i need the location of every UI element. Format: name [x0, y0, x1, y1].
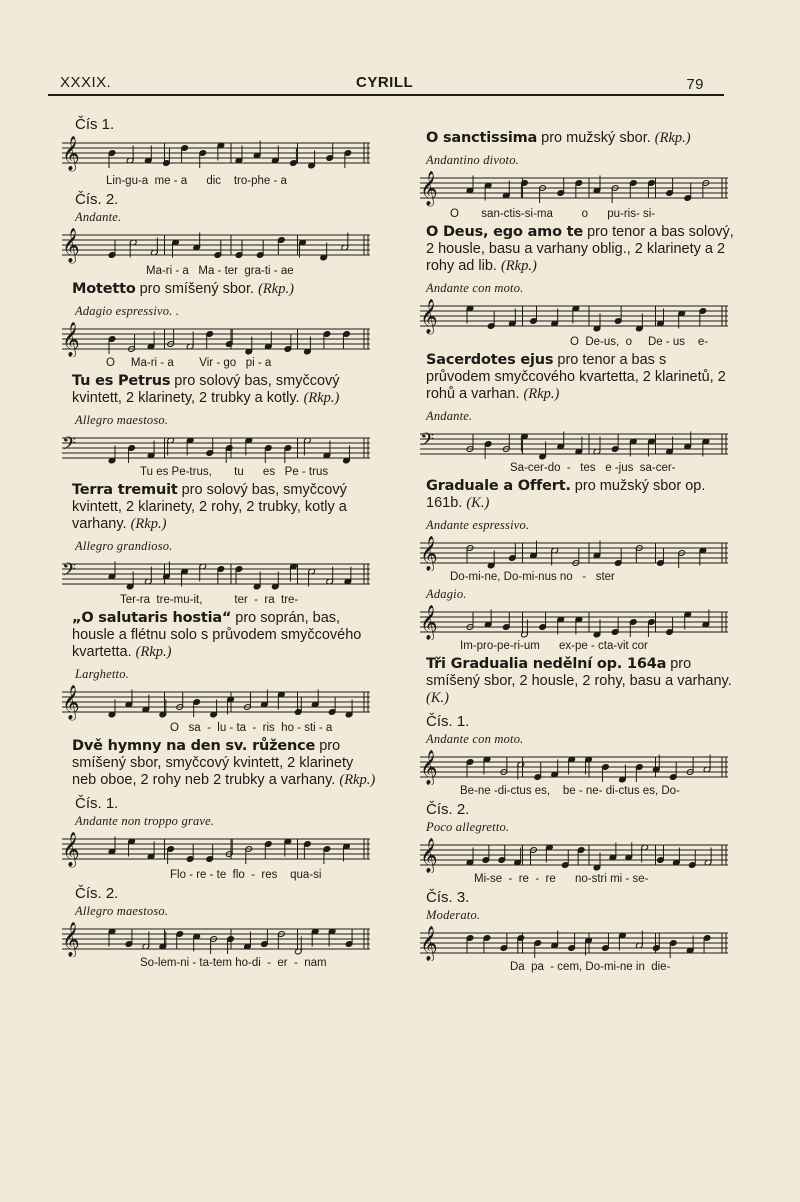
- staff-svg: [416, 298, 732, 336]
- example-number: Čís. 2.: [426, 801, 470, 818]
- work-title: Terra tremuit: [72, 482, 178, 498]
- lyrics: Da pa - cem, Do-mi-ne in die-: [510, 961, 671, 973]
- tempo-marking: Andante.: [426, 409, 473, 423]
- lyrics: Tu es Pe-trus, tu es Pe - trus: [140, 466, 329, 478]
- music-staff: [58, 556, 376, 606]
- example-number: Čís. 1.: [426, 713, 470, 730]
- bass-clef-icon: 𝄢: [420, 430, 435, 455]
- lyrics: Lin-gu-a me - a dic tro-phe - a: [106, 175, 287, 187]
- treble-clef-icon: 𝄞: [62, 922, 80, 957]
- tempo-marking: Andante espressivo.: [426, 518, 530, 532]
- music-staff: [58, 430, 376, 478]
- example-number: Čís 1.: [75, 116, 115, 133]
- lyrics: O Ma-ri - a Vir - go pi - a: [106, 357, 272, 369]
- work-description: pro soprán, bas, housle a flétnu solo s průvodem smyčcového kvartetta.: [72, 610, 362, 660]
- lyrics: Im-pro-pe-ri-um ex-pe - cta-vit cor: [460, 640, 648, 652]
- work-title: Sacerdotes ejus: [426, 352, 554, 368]
- work-entry: [72, 373, 376, 407]
- treble-clef-icon: 𝄞: [62, 685, 80, 720]
- tempo-marking: Allegro maestoso.: [75, 413, 169, 427]
- tempo-marking: Andante non troppo grave.: [75, 814, 215, 828]
- work-entry: [72, 738, 376, 789]
- staff-svg: [58, 430, 374, 466]
- staff-svg: [58, 831, 374, 869]
- tempo-marking: Allegro maestoso.: [75, 904, 169, 918]
- work-title: Graduale a Offert.: [426, 478, 571, 494]
- tempo-marking: Andante con moto.: [426, 281, 524, 295]
- tempo-marking: Adagio.: [426, 587, 467, 601]
- music-staff: [58, 921, 376, 969]
- music-staff: [416, 837, 734, 885]
- work-description: pro solový bas, smyčcový kvintett, 2 klarinety, 2 rohy, 2 trubky, kotly a varhany.: [72, 482, 347, 532]
- work-entry: [72, 482, 376, 533]
- lyrics: Do-mi-ne, Do-mi-nus no - ster: [450, 571, 615, 583]
- work-title: O sanctissima: [426, 130, 538, 146]
- work-source: (K.): [426, 690, 449, 706]
- work-entry: [426, 352, 734, 403]
- treble-clef-icon: 𝄞: [420, 926, 438, 961]
- work-description: pro tenor a bas s průvodem smyčcového kvartetta, 2 klarinetů, 2 rohů a varhan.: [426, 352, 726, 402]
- lyrics: Be-ne -di-ctus es, be - ne- di-ctus es, Do-: [460, 785, 680, 797]
- staff-lines: [420, 612, 728, 632]
- work-title: Dvě hymny na den sv. růžence: [72, 738, 316, 754]
- staff-svg: [58, 135, 374, 175]
- tempo-marking: Larghetto.: [75, 667, 129, 681]
- bass-clef-icon: 𝄢: [62, 434, 77, 459]
- work-source: (Rkp.): [303, 390, 340, 406]
- staff-svg: [416, 426, 732, 462]
- work-description: pro smíšený sbor, smyčcový kvintett, 2 klarinety neb oboe, 2 rohy neb 2 trubky a varhany.: [72, 738, 354, 788]
- work-title: Motetto: [72, 281, 136, 297]
- chapter-number: XXXIX.: [60, 74, 112, 91]
- work-description: pro tenor a bas solový, 2 housle, basu a varhany oblig., 2 klarinety a 2 rohy ad lib.: [426, 224, 734, 274]
- staff-lines: [62, 929, 370, 949]
- page-header: [56, 74, 722, 96]
- tempo-marking: Andante con moto.: [426, 732, 524, 746]
- work-title: O Deus, ego amo te: [426, 224, 584, 240]
- work-entry: [426, 478, 734, 512]
- treble-clef-icon: 𝄞: [420, 171, 438, 206]
- music-staff: [416, 604, 734, 652]
- staff-lines: [420, 434, 728, 454]
- staff-lines: [420, 845, 728, 865]
- work-description: pro smíšený sbor, 2 housle, 2 rohy, basu a varhany.: [426, 656, 732, 689]
- work-entry: [426, 130, 734, 147]
- work-description: pro mužský sbor op. 161b.: [426, 478, 706, 511]
- treble-clef-icon: 𝄞: [420, 536, 438, 571]
- staff-svg: [58, 684, 374, 722]
- music-staff: [58, 831, 376, 881]
- work-source: (K.): [466, 495, 490, 511]
- staff-svg: [416, 925, 732, 961]
- work-source: (Rkp.): [130, 516, 167, 532]
- staff-svg: [58, 556, 374, 594]
- treble-clef-icon: 𝄞: [62, 322, 80, 357]
- music-staff: [58, 135, 376, 187]
- work-source: (Rkp.): [339, 772, 376, 788]
- work-entry: [426, 656, 734, 707]
- music-staff: [416, 426, 734, 474]
- staff-svg: [416, 604, 732, 640]
- tempo-marking: Adagio espressivo. .: [75, 304, 180, 318]
- example-number: Čís. 2.: [75, 191, 119, 208]
- staff-svg: [416, 749, 732, 785]
- page-number: 79: [686, 76, 704, 93]
- music-staff: [58, 684, 376, 734]
- work-description: pro mužský sbor.: [537, 130, 655, 146]
- lyrics: Flo - re - te flo - res qua-si: [170, 869, 322, 881]
- staff-lines: [62, 143, 370, 163]
- lyrics: O san-ctis-si-ma o pu-ris- si-: [450, 208, 656, 220]
- music-staff: [58, 321, 376, 369]
- lyrics: O De-us, o De - us e-: [570, 336, 709, 348]
- treble-clef-icon: 𝄞: [62, 832, 80, 867]
- treble-clef-icon: 𝄞: [420, 838, 438, 873]
- staff-svg: [416, 837, 732, 873]
- example-number: Čís. 2.: [75, 885, 119, 902]
- staff-lines: [420, 178, 728, 198]
- lyrics: O sa - lu - ta - ris ho - sti - a: [170, 722, 333, 734]
- tempo-marking: Moderato.: [426, 908, 481, 922]
- treble-clef-icon: 𝄞: [420, 605, 438, 640]
- staff-svg: [58, 227, 374, 265]
- music-staff: [416, 925, 734, 973]
- example-number: Čís. 3.: [426, 889, 470, 906]
- work-entry: [72, 281, 376, 298]
- work-source: (Rkp.): [258, 281, 294, 297]
- lyrics: Mi-se - re - re no-stri mi - se-: [474, 873, 649, 885]
- treble-clef-icon: 𝄞: [420, 750, 438, 785]
- lyrics: Sa-cer-do - tes e -jus sa-cer-: [510, 462, 676, 474]
- staff-lines: [62, 564, 370, 584]
- work-description: pro smíšený sbor.: [135, 281, 259, 297]
- staff-svg: [58, 921, 374, 957]
- bass-clef-icon: 𝄢: [62, 560, 77, 585]
- page-title: CYRILL: [356, 74, 414, 91]
- staff-lines: [420, 543, 728, 563]
- music-staff: [416, 298, 734, 348]
- work-source: (Rkp.): [135, 644, 172, 660]
- music-staff: [58, 227, 376, 277]
- work-description: pro solový bas, smyčcový kvintett, 2 klarinety, 2 trubky a kotly.: [72, 373, 340, 406]
- right-column: [408, 126, 734, 977]
- work-source: (Rkp.): [500, 258, 537, 274]
- music-staff: [416, 749, 734, 797]
- tempo-marking: Andantino divoto.: [426, 153, 519, 167]
- work-title: Tu es Petrus: [72, 373, 171, 389]
- work-title: „O salutaris hostia“: [72, 610, 232, 626]
- tempo-marking: Allegro grandioso.: [75, 539, 173, 553]
- example-number: Čís. 1.: [75, 795, 119, 812]
- tempo-marking: Poco allegretto.: [426, 820, 510, 834]
- work-entry: [426, 224, 734, 275]
- staff-lines: [62, 235, 370, 255]
- work-title: Tři Gradualia nedělní op. 164a: [426, 656, 667, 672]
- staff-lines: [62, 692, 370, 712]
- lyrics: So-lem-ni - ta-tem ho-di - er - nam: [140, 957, 327, 969]
- work-source: (Rkp.): [523, 386, 560, 402]
- left-column: [50, 116, 376, 973]
- work-entry: [72, 610, 376, 661]
- music-staff: [416, 170, 734, 220]
- treble-clef-icon: 𝄞: [62, 136, 80, 171]
- header-rule: [48, 94, 724, 96]
- tempo-marking: Andante.: [75, 210, 122, 224]
- staff-svg: [416, 170, 732, 208]
- music-staff: [416, 535, 734, 583]
- treble-clef-icon: 𝄞: [420, 299, 438, 334]
- work-source: (Rkp.): [654, 130, 691, 146]
- staff-svg: [416, 535, 732, 571]
- lyrics: Ter-ra tre-mu-it, ter - ra tre-: [120, 594, 299, 606]
- staff-svg: [58, 321, 374, 357]
- lyrics: Ma-ri - a Ma - ter gra-ti - ae: [146, 265, 294, 277]
- treble-clef-icon: 𝄞: [62, 228, 80, 263]
